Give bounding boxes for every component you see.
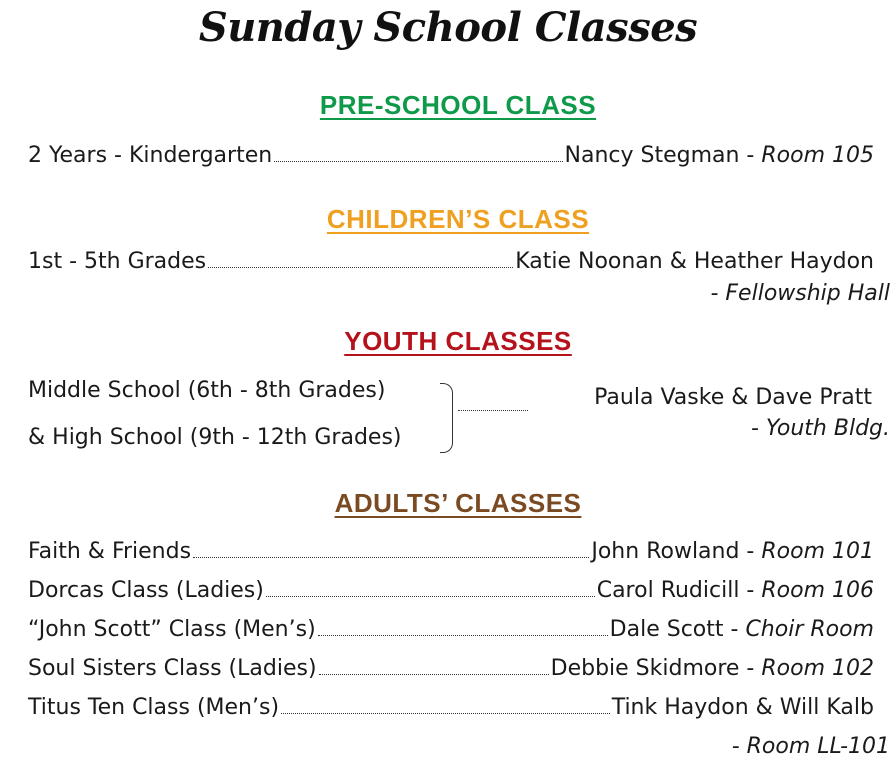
class-teacher: Carol Rudicill - Room 106 xyxy=(596,578,874,603)
dot-leader xyxy=(319,674,549,675)
class-teacher: Tink Haydon & Will Kalb xyxy=(611,695,874,720)
class-row-adult xyxy=(28,655,874,683)
section-heading-children: CHILDREN’S CLASS xyxy=(326,204,590,234)
dot-leader xyxy=(274,161,562,162)
class-room: Room 105 xyxy=(761,143,874,168)
section-heading-youth: YOUTH CLASSES xyxy=(344,326,572,356)
class-teacher: Dale Scott - Choir Room xyxy=(609,617,874,642)
class-room: Room 106 xyxy=(761,578,874,603)
class-row-adult xyxy=(28,577,874,605)
class-label: Titus Ten Class (Men’s) xyxy=(28,695,280,720)
class-room: - Room LL-101 xyxy=(731,734,890,759)
class-room: Room 102 xyxy=(761,656,874,681)
page-title: Sunday School Classes xyxy=(198,4,698,51)
class-row-children xyxy=(28,248,874,276)
class-label: 1st - 5th Grades xyxy=(28,249,207,274)
class-label: Dorcas Class (Ladies) xyxy=(28,578,264,603)
class-teacher: Nancy Stegman - Room 105 xyxy=(564,143,874,168)
class-row-adult xyxy=(28,538,874,566)
class-label: 2 Years - Kindergarten xyxy=(28,143,273,168)
youth-teacher: Paula Vaske & Dave Pratt xyxy=(594,385,872,410)
dot-leader xyxy=(318,635,608,636)
dot-leader xyxy=(458,410,528,411)
class-label: Faith & Friends xyxy=(28,539,192,564)
class-label: “John Scott” Class (Men’s) xyxy=(28,617,316,642)
class-row-adult xyxy=(28,694,874,722)
class-label: Soul Sisters Class (Ladies) xyxy=(28,656,317,681)
section-heading-preschool: PRE-SCHOOL CLASS xyxy=(319,90,597,120)
brace-bracket xyxy=(440,383,453,453)
class-row-adult xyxy=(28,616,874,644)
section-heading-adults: ADULTS’ CLASSES xyxy=(334,488,582,518)
class-teacher: Katie Noonan & Heather Haydon xyxy=(515,249,874,274)
youth-room: - Youth Bldg. xyxy=(750,416,890,441)
dot-leader xyxy=(193,557,589,558)
class-room: Choir Room xyxy=(745,617,874,642)
dot-leader xyxy=(281,713,610,714)
class-room: - Fellowship Hall xyxy=(710,281,890,306)
dot-leader xyxy=(266,596,595,597)
dot-leader xyxy=(208,267,513,268)
youth-line-high-school: & High School (9th - 12th Grades) xyxy=(28,425,402,450)
class-teacher: John Rowland - Room 101 xyxy=(591,539,874,564)
class-room: Room 101 xyxy=(761,539,874,564)
class-row-preschool xyxy=(28,142,874,170)
youth-line-middle-school: Middle School (6th - 8th Grades) xyxy=(28,378,386,403)
class-teacher: Debbie Skidmore - Room 102 xyxy=(550,656,874,681)
